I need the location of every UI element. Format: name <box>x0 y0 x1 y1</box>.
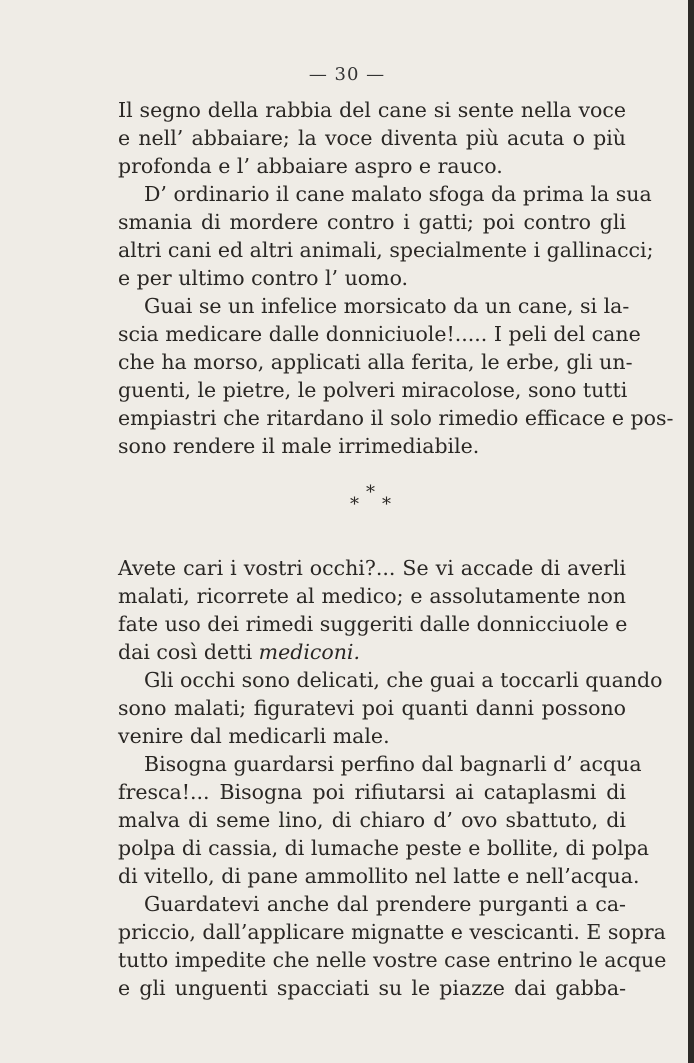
text-line: smania di mordere contro i gatti; poi contro gli <box>118 210 626 234</box>
asterism-ornament <box>118 470 626 518</box>
text-line: D’ ordinario il cane malato sfoga da prima la sua <box>144 182 652 206</box>
text-fragment: dai così detti <box>118 640 259 664</box>
text-line: tutto impedite che nelle vostre case entrino le acque <box>118 948 667 972</box>
text-line: venire dal medicarli male. <box>118 724 390 748</box>
text-line: malati, ricorrete al medico; e assolutamente non <box>118 584 626 608</box>
italic-word: mediconi. <box>258 640 360 664</box>
asterisk: * <box>350 494 359 515</box>
text-line: altri cani ed altri animali, specialmente i gallinacci; <box>118 238 654 262</box>
text-line: di vitello, di pane ammollito nel latte e nell’acqua. <box>118 864 640 888</box>
text-line: e per ultimo contro l’ uomo. <box>118 266 409 290</box>
text-line: Avete cari i vostri occhi?... Se vi accade di averli <box>118 556 626 580</box>
text-line: sono rendere il male irrimediabile. <box>118 434 480 458</box>
asterisk: * <box>382 494 391 515</box>
text-line: e nell’ abbaiare; la voce diventa più acuta o più <box>118 126 626 150</box>
text-line: empiastri che ritardano il solo rimedio efficace e pos- <box>118 406 674 430</box>
text-line: profonda e l’ abbaiare aspro e rauco. <box>118 154 503 178</box>
body-text <box>118 96 674 1002</box>
text-line: e gli unguenti spacciati su le piazze dai gabba- <box>118 976 626 1000</box>
text-line: fresca!... Bisogna poi rifiutarsi ai cataplasmi di <box>118 780 626 804</box>
page-number: — 30 — <box>308 64 386 85</box>
text-line: Guardatevi anche dal prendere purganti a ca- <box>144 892 626 916</box>
text-line: scia medicare dalle donniciuole!..... I peli del cane <box>118 322 641 346</box>
text-line: guenti, le pietre, le polveri miracolose, sono tutti <box>118 378 628 402</box>
text-line: che ha morso, applicati alla ferita, le erbe, gli un- <box>118 350 633 374</box>
text-line: priccio, dall’applicare mignatte e vescicanti. E sopra <box>118 920 666 944</box>
text-line: polpa di cassia, di lumache peste e bollite, di polpa <box>118 836 649 860</box>
text-line: malva di seme lino, di chiaro d’ ovo sbattuto, di <box>118 808 626 832</box>
text-line: fate uso dei rimedi suggeriti dalle donnicciuole e <box>118 612 628 636</box>
text-line <box>118 638 626 666</box>
text-line: Guai se un infelice morsicato da un cane, si la- <box>144 294 630 318</box>
asterisk: * <box>366 482 375 503</box>
text-line: Gli occhi sono delicati, che guai a toccarli quando <box>144 668 663 692</box>
section-gap <box>118 518 626 554</box>
text-line: Il segno della rabbia del cane si sente nella voce <box>118 98 626 122</box>
page-edge <box>688 0 694 1063</box>
text-line: Bisogna guardarsi perfino dal bagnarli d’ acqua <box>144 752 642 776</box>
text-line: sono malati; figuratevi poi quanti danni possono <box>118 696 626 720</box>
